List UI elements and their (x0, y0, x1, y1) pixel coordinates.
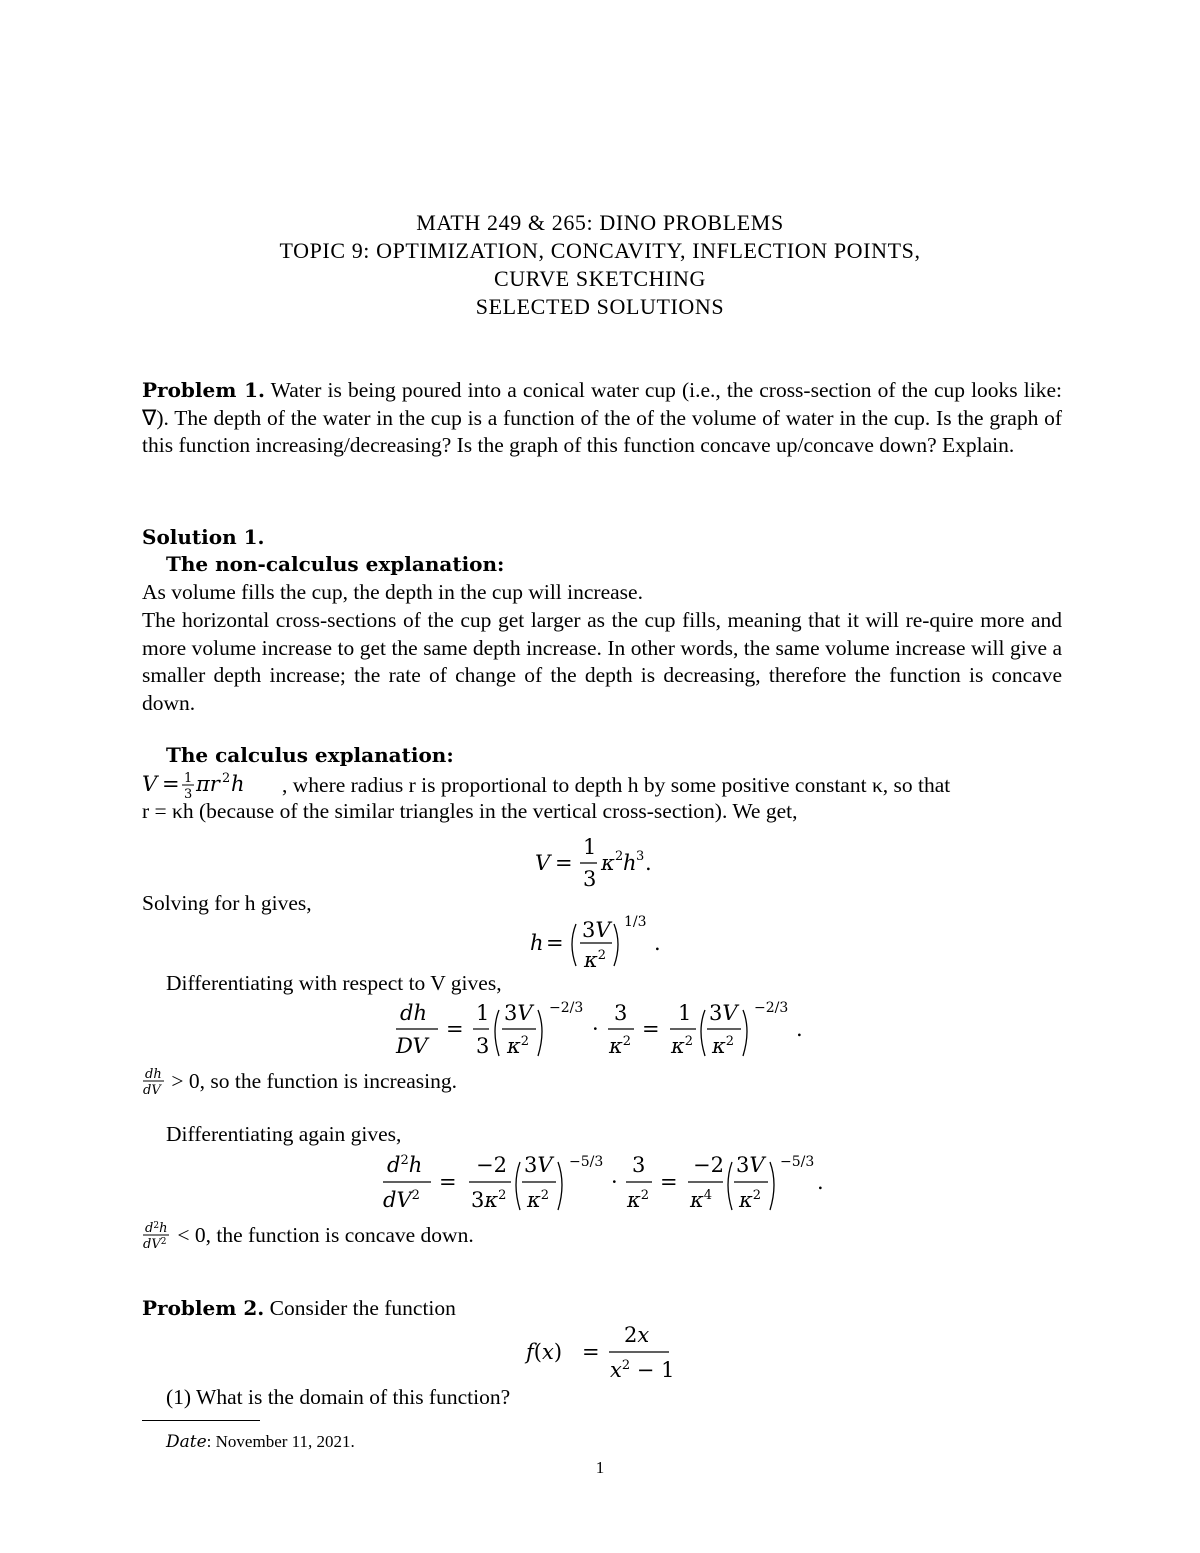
svg-text:f(x): f(x) (526, 1340, 563, 1364)
concave-statement: $d^2h$ $dV^2$ < 0, the function is concave down. (143, 1221, 474, 1252)
dh-dv-small (142, 1066, 166, 1098)
svg-text:3: 3 (184, 787, 193, 802)
svg-text:x2 − 1: $x^2 - 1$ (610, 1358, 675, 1382)
volume-formula-inline (142, 770, 282, 800)
solving-text: Solving for h gives, (142, 891, 312, 915)
diff2-text: Differentiating again gives, (166, 1122, 402, 1146)
svg-text:=: = (446, 1017, 464, 1041)
title-line-4: SELECTED SOLUTIONS (475, 294, 725, 319)
problem-2-item-1: (1) What is the domain of this function? (166, 1385, 511, 1409)
svg-text:3V: 3V (736, 1153, 765, 1177)
problem-1-label: Problem 1. (142, 378, 265, 402)
footnote (166, 1432, 355, 1452)
problem-1 (142, 377, 1062, 460)
svg-text:·: · (592, 1017, 599, 1041)
svg-text:3V: 3V (709, 1001, 738, 1025)
svg-text:3κ2: $3\kappa^2$ (471, 1188, 507, 1212)
svg-text:=: = (439, 1170, 457, 1194)
title-line-3: CURVE SKETCHING (494, 266, 706, 291)
svg-text:1: 1 (184, 771, 193, 786)
page-number: 1 (595, 1458, 605, 1477)
svg-text:κ2: $\kappa^2$ (527, 1188, 550, 1212)
svg-text:κ2: $\kappa^2$ (671, 1034, 694, 1058)
svg-text:dh: dh (145, 1067, 162, 1082)
svg-text:κ2: $\kappa^2$ (507, 1034, 530, 1058)
svg-text:3V: 3V (582, 918, 611, 942)
svg-text:3V: 3V (504, 1001, 533, 1025)
noncalc-heading: The non-calculus explanation: (166, 552, 505, 576)
svg-text:=: = (660, 1170, 678, 1194)
svg-text:dV2: $dV^2$ (143, 1237, 167, 1252)
svg-text:d2h: $d^2h$ (387, 1153, 423, 1177)
svg-text:dV2: $dV^2$ (383, 1188, 420, 1212)
svg-text:3: 3 (476, 1034, 490, 1058)
svg-text:2: 2 (615, 849, 624, 864)
title-line-2: TOPIC 9: OPTIMIZATION, CONCAVITY, INFLECTION POINTS, (279, 238, 921, 263)
equation-volume-kappa (535, 832, 675, 890)
svg-text:dh: dh (400, 1001, 427, 1025)
svg-text:−5/3: −5/3 (780, 1154, 815, 1170)
svg-text:h: h (231, 772, 245, 796)
calc-line-1: V = 1 3 πr 2 h , where radius r is proportional to depth h by some positive constant κ, so that (142, 771, 951, 802)
svg-text:κ2: $\kappa^2$ (739, 1188, 762, 1212)
calc-line-2: r = κh (because of the similar triangles in the vertical cross-section). We get, (142, 799, 798, 823)
svg-text:=: = (555, 851, 573, 875)
svg-text:κ2: $\kappa^2$ (584, 948, 607, 972)
equation-f-of-x (526, 1320, 686, 1382)
svg-text:=: = (582, 1340, 600, 1364)
footnote-divider (142, 1420, 260, 1421)
svg-text:.: . (796, 1017, 803, 1041)
svg-text:.: . (654, 931, 661, 955)
svg-text:−5/3: −5/3 (569, 1154, 604, 1170)
svg-text:=: = (642, 1017, 660, 1041)
title-line-1: MATH 249 & 265: DINO PROBLEMS (416, 210, 784, 235)
svg-text:·: · (611, 1170, 618, 1194)
svg-text:V: V (535, 851, 551, 875)
svg-text:κ2: $\kappa^2$ (627, 1188, 650, 1212)
problem-2-text: Consider the function (269, 1296, 456, 1320)
equation-first-derivative (396, 996, 816, 1062)
svg-text:=: = (162, 772, 180, 796)
problem-1-text: Water is being poured into a conical water cup (i.e., the cross-section of the cup looks like: ∇). The depth of the water in the cup is a function of the of the volume of water in the cup. Is the graph of this function increasing/decreasing? Is the graph of this function concave up/concave down? Explain. (142, 378, 1062, 457)
footnote-text: : November 11, 2021. (206, 1432, 355, 1451)
svg-text:2: 2 (222, 771, 231, 786)
svg-text:1: 1 (476, 1001, 490, 1025)
equation-second-derivative (383, 1150, 823, 1216)
svg-text:d2h: $d^2h$ (145, 1221, 168, 1236)
svg-text:1: 1 (678, 1001, 692, 1025)
svg-text:.: . (817, 1170, 824, 1194)
d2h-dv2-small (142, 1220, 172, 1252)
problem-2-label: Problem 2. (142, 1296, 265, 1320)
svg-text:=: = (546, 931, 564, 955)
svg-text:1/3: 1/3 (624, 914, 647, 930)
svg-text:−2: −2 (476, 1153, 507, 1177)
svg-text:dV: dV (143, 1083, 161, 1098)
svg-text:−2/3: −2/3 (754, 1000, 789, 1016)
svg-text:κ4: $\kappa^4$ (690, 1188, 713, 1212)
noncalc-paragraph-1: As volume fills the cup, the depth in the cup will increase. (142, 580, 643, 604)
solution-1-label: Solution 1. (142, 525, 265, 549)
svg-text:3: 3 (614, 1001, 628, 1025)
svg-text:κ2: $\kappa^2$ (712, 1034, 735, 1058)
svg-text:.: . (645, 851, 652, 875)
svg-text:πr: πr (196, 772, 220, 796)
increasing-statement: dh dV > 0, so the function is increasing. (143, 1067, 457, 1098)
svg-text:κ: κ (601, 851, 615, 875)
svg-text:3: 3 (636, 849, 645, 864)
svg-text:DV: DV (396, 1034, 428, 1058)
calc-heading: The calculus explanation: (166, 743, 454, 767)
svg-text:κ2: $\kappa^2$ (609, 1034, 632, 1058)
svg-text:−2: −2 (693, 1153, 724, 1177)
svg-text:V: V (142, 772, 158, 796)
footnote-label: Date (166, 1432, 207, 1452)
noncalc-paragraph-2: The horizontal cross-sections of the cup get larger as the cup fills, meaning that it will re-quire more and more volume increase to get the same depth increase. In other words, the same volume increase will give a smaller depth increase; the rate of change of the depth is decreasing, therefore the function is concave down. (142, 608, 1062, 715)
svg-text:3: 3 (632, 1153, 646, 1177)
svg-text:3V: 3V (524, 1153, 553, 1177)
svg-text:h: h (530, 931, 544, 955)
svg-text:−2/3: −2/3 (549, 1000, 584, 1016)
equation-h-solved (530, 910, 680, 972)
svg-text:1: 1 (583, 835, 597, 859)
svg-text:h: h (623, 851, 637, 875)
svg-text:2x: 2x (624, 1323, 650, 1347)
diff1-text: Differentiating with respect to V gives, (166, 971, 502, 995)
svg-text:3: 3 (583, 867, 597, 891)
problem-2 (142, 1296, 456, 1321)
